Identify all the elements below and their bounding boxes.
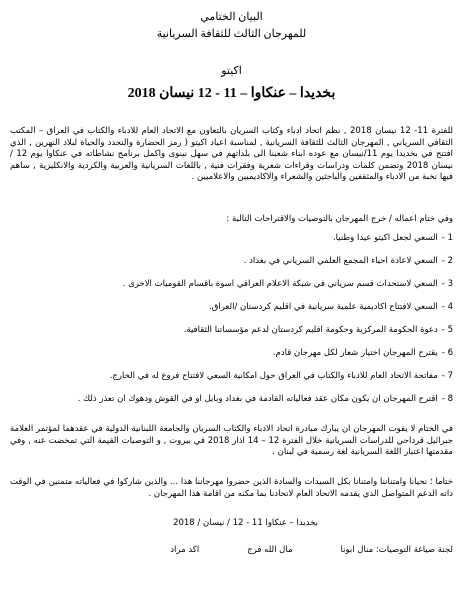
recommendation-number: 4 - bbox=[441, 302, 453, 312]
festival-name: اكيتو bbox=[221, 65, 242, 77]
recommendation-text: السعي لاعادة احياء المجمع العلمي السرياني في بغداد . bbox=[243, 256, 438, 266]
recommendation-number: 5 - bbox=[441, 325, 453, 335]
recommendation-item bbox=[10, 324, 453, 347]
document-subtitle: للمهرجان الثالث للثقافة السريانية bbox=[156, 28, 307, 40]
intro-paragraph: للفترة 11- 12 نيسان 2018 , نظم اتحاد ادباء وكتاب السريان بالتعاون مع الاتحاد العام للادباء والكتاب في العراق – المكتب الثقافي السرياني , المهرجان الثالث للثقافة السريانية , لمناسبة اعياد اكيتو ( رمز الحضارة والتجدد والحياة لبلاد النهرين , الذي افتتح في بخديدا يوم 11/نيسان مع عوده ابناء شعبنا الى بلداتهم في سهل نينوى واكمل برنامج نشاطاته في عنكاوا يوم 12 / نيسان 2018 وتضمن كلمات ودراسات وقراءات شعرية وفقرات فنية , باللغات السريانية والعربية والكردية والانكليزية , ساهم فيها نخبة من الادباء والمثقفين والباحثين والشعراء والاكاديميين والاعلاميين . bbox=[10, 126, 454, 182]
closing-date-line: بخديدا – عنكاوا 11 - 12 / نيسان / 2018 bbox=[173, 518, 318, 528]
recommendation-text: اقترح المهرجان ان يكون مكان عقد فعالياته القادمة في بغداد وبابل او في القوش ودهوك ان تعذر ذلك . bbox=[77, 394, 438, 404]
recommendation-text: يقترح المهرجان اختيار شعار لكل مهرجان قادم. bbox=[272, 348, 438, 358]
recommendation-number: 7 - bbox=[441, 371, 453, 381]
drafting-committee bbox=[10, 545, 453, 555]
recommendation-text: السعي لافتتاح اكاديمية علمية سريانية في اقليم كردستان /العراق. bbox=[209, 302, 438, 312]
document-title: البيان الختامي bbox=[200, 11, 263, 23]
recommendation-item bbox=[10, 347, 453, 370]
recommendation-number: 3 - bbox=[441, 279, 453, 289]
recommendation-number: 6 - bbox=[441, 348, 453, 358]
recommendation-text: السعي لجعل اكيتو عيدا وطنيا. bbox=[332, 233, 438, 243]
recommendation-text: مفاتحة الاتحاد العام للادباء والكتاب في العراق حول امكانية السعي لافتتاح فروع له في الخارج. bbox=[109, 371, 438, 381]
recommendation-number: 8 - bbox=[441, 394, 453, 404]
committee-member: مال الله فرج bbox=[247, 545, 293, 555]
recommendation-item bbox=[10, 393, 453, 416]
closing-paragraph-1: في الختام لا يفوت المهرجان ان يبارك مبادرة اتحاد الادباء والكتاب السريان والجامعة اللبنانية الدولية في عقدهما لمؤتمر العلامة جبرائيل قرداحي للدراسات السريانية خلال الفترة 12 – 14 اذار 2018 في بيروت , و التوصيات القيمة التي تمخضت عنه , وفي مقدمتها اعتبار اللغة السريانية لغة رسمية في لبنان . bbox=[10, 424, 453, 457]
recommendation-item bbox=[10, 370, 453, 393]
place-date-heading: بخديدا – عنكاوا – 11 - 12 نيسان 2018 bbox=[127, 86, 336, 101]
recommendation-item bbox=[10, 301, 453, 324]
recommendation-item bbox=[10, 278, 453, 301]
recommendation-number: 2 - bbox=[441, 256, 453, 266]
recommendation-text: دعوة الحكومة المركزية وحكومة اقليم كردستان لدعم مؤسساتنا الثقافية. bbox=[183, 325, 438, 335]
recommendations-intro: وفي ختام اعماله / خرج المهرجان بالتوصيات والاقتراحات التالية : bbox=[226, 214, 453, 224]
closing-paragraph-2: ختاما ؛ نحيانا وامتناننا وامتنانا بكل السيدات والسادة الذين حضروا مهرجاننا هذا ... والذين شاركوا في فعالياته متمنين في الوقت ذاته الدعم المتواصل الذي يقدمه الاتحاد العام لاتحادنا بما مكنه من اقامة هذا المهرجان . bbox=[10, 477, 453, 499]
committee-member: اكد مراد bbox=[170, 545, 200, 555]
recommendations-list bbox=[10, 232, 453, 416]
recommendation-item bbox=[10, 255, 453, 278]
recommendation-number: 1 - bbox=[441, 233, 453, 243]
recommendation-item bbox=[10, 232, 453, 255]
committee-label: لجنة صياغة التوصيات: منال ابونا bbox=[340, 545, 453, 555]
recommendation-text: السعي لاستحداث قسم سرياني في شبكة الاعلام العراقي اسوة باقسام القوميات الاخرى . bbox=[122, 279, 438, 289]
